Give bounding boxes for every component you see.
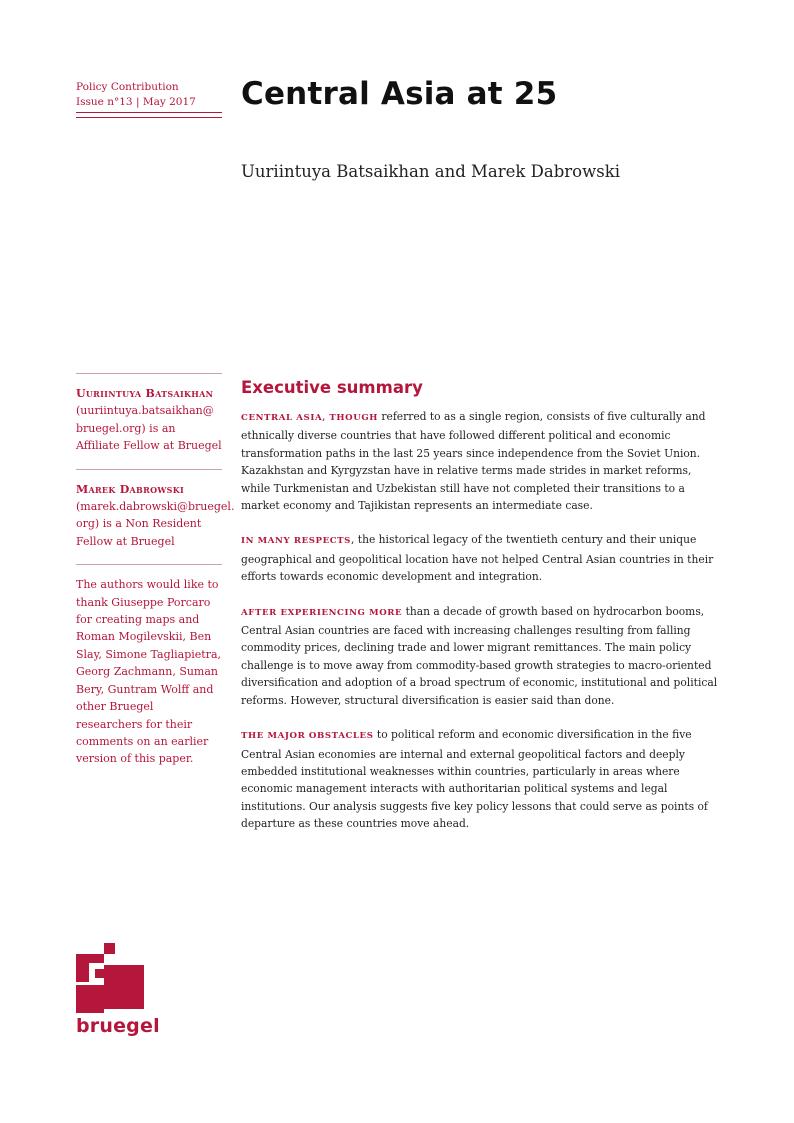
- author-name: Uuriintuya Batsaikhan: [76, 387, 214, 400]
- header-double-rule: [76, 112, 222, 118]
- author-name: Marek Dabrowski: [76, 482, 184, 496]
- paragraph-text: to political reform and economic diversification in the five Central Asian economies are internal and external geopolitical factors and deeply embedded institutional weaknesses within countries, particularly in areas where economic management interacts with authoritarian political systems and legal institutions. Our analysis suggests five key policy lessons that could serve as points of departure as these countries move ahead.: [241, 728, 708, 831]
- summary-paragraph-3: [241, 603, 721, 709]
- author-bio-dabrowski: [76, 469, 235, 565]
- author-bio-text: (marek.dabrowski@bruegel. org) is a Non Resident Fellow at Bruegel: [76, 500, 235, 548]
- author-byline: Uuriintuya Batsaikhan and Marek Dabrowski: [241, 162, 620, 181]
- author-bio-batsaikhan: [76, 373, 222, 469]
- summary-paragraph-2: [241, 531, 721, 585]
- paragraph-text: , the historical legacy of the twentieth century and their unique geographical and geopolitical location have not helped Central Asian countries in their efforts towards economic development and integration.: [241, 533, 714, 584]
- document-title: Central Asia at 25: [241, 76, 558, 112]
- summary-paragraph-4: [241, 726, 721, 832]
- paragraph-lead: AFTER EXPERIENCING MORE: [241, 607, 403, 618]
- paragraph-lead: THE MAJOR OBSTACLES: [241, 731, 374, 742]
- paragraph-lead: CENTRAL ASIA, THOUGH: [241, 413, 378, 423]
- publication-meta: [76, 80, 222, 110]
- publication-series: Policy Contribution: [76, 81, 179, 93]
- section-heading: Executive summary: [241, 378, 423, 397]
- executive-summary: [241, 378, 721, 850]
- bruegel-wordmark: bruegel: [76, 1015, 160, 1037]
- sidebar: [76, 373, 235, 782]
- acknowledgement-text: The authors would like to thank Giuseppe Porcaro for creating maps and Roman Mogilevskii, Ben Slay, Simone Tagliapietra, Georg Zachmann, Suman Bery, Guntram Wolff and other Bruegel researchers for their comments on an earlier version of this paper.: [76, 578, 222, 766]
- paragraph-lead: IN MANY RESPECTS: [241, 536, 351, 547]
- paragraph-text: than a decade of growth based on hydrocarbon booms, Central Asian countries are faced with increasing challenges resulting from falling commodity prices, declining trade and lower migrant remittances. The main policy challenge is to move away from commodity-based growth strategies to macro-oriented diversification and adoption of a broad spectrum of economic, institutional and political reforms. However, structural diversification is easier said than done.: [241, 604, 718, 707]
- author-bio-text: (uuriintuya.batsaikhan@ bruegel.org) is an Affiliate Fellow at Bruegel: [76, 404, 222, 453]
- acknowledgement: [76, 564, 222, 781]
- summary-paragraph-1: [241, 408, 721, 514]
- issue-info: Issue n°13 | May 2017: [76, 96, 196, 108]
- paragraph-text: referred to as a single region, consists of five culturally and ethnically diverse countries that have followed different political and economic transformation paths in the last 25 years since independence from the Soviet Union. Kazakhstan and Kyrgyzstan have in relative terms made strides in market reforms, while Turkmenistan and Uzbekistan still have not completed their transitions to a market economy and Tajikistan represents an intermediate case.: [241, 410, 706, 513]
